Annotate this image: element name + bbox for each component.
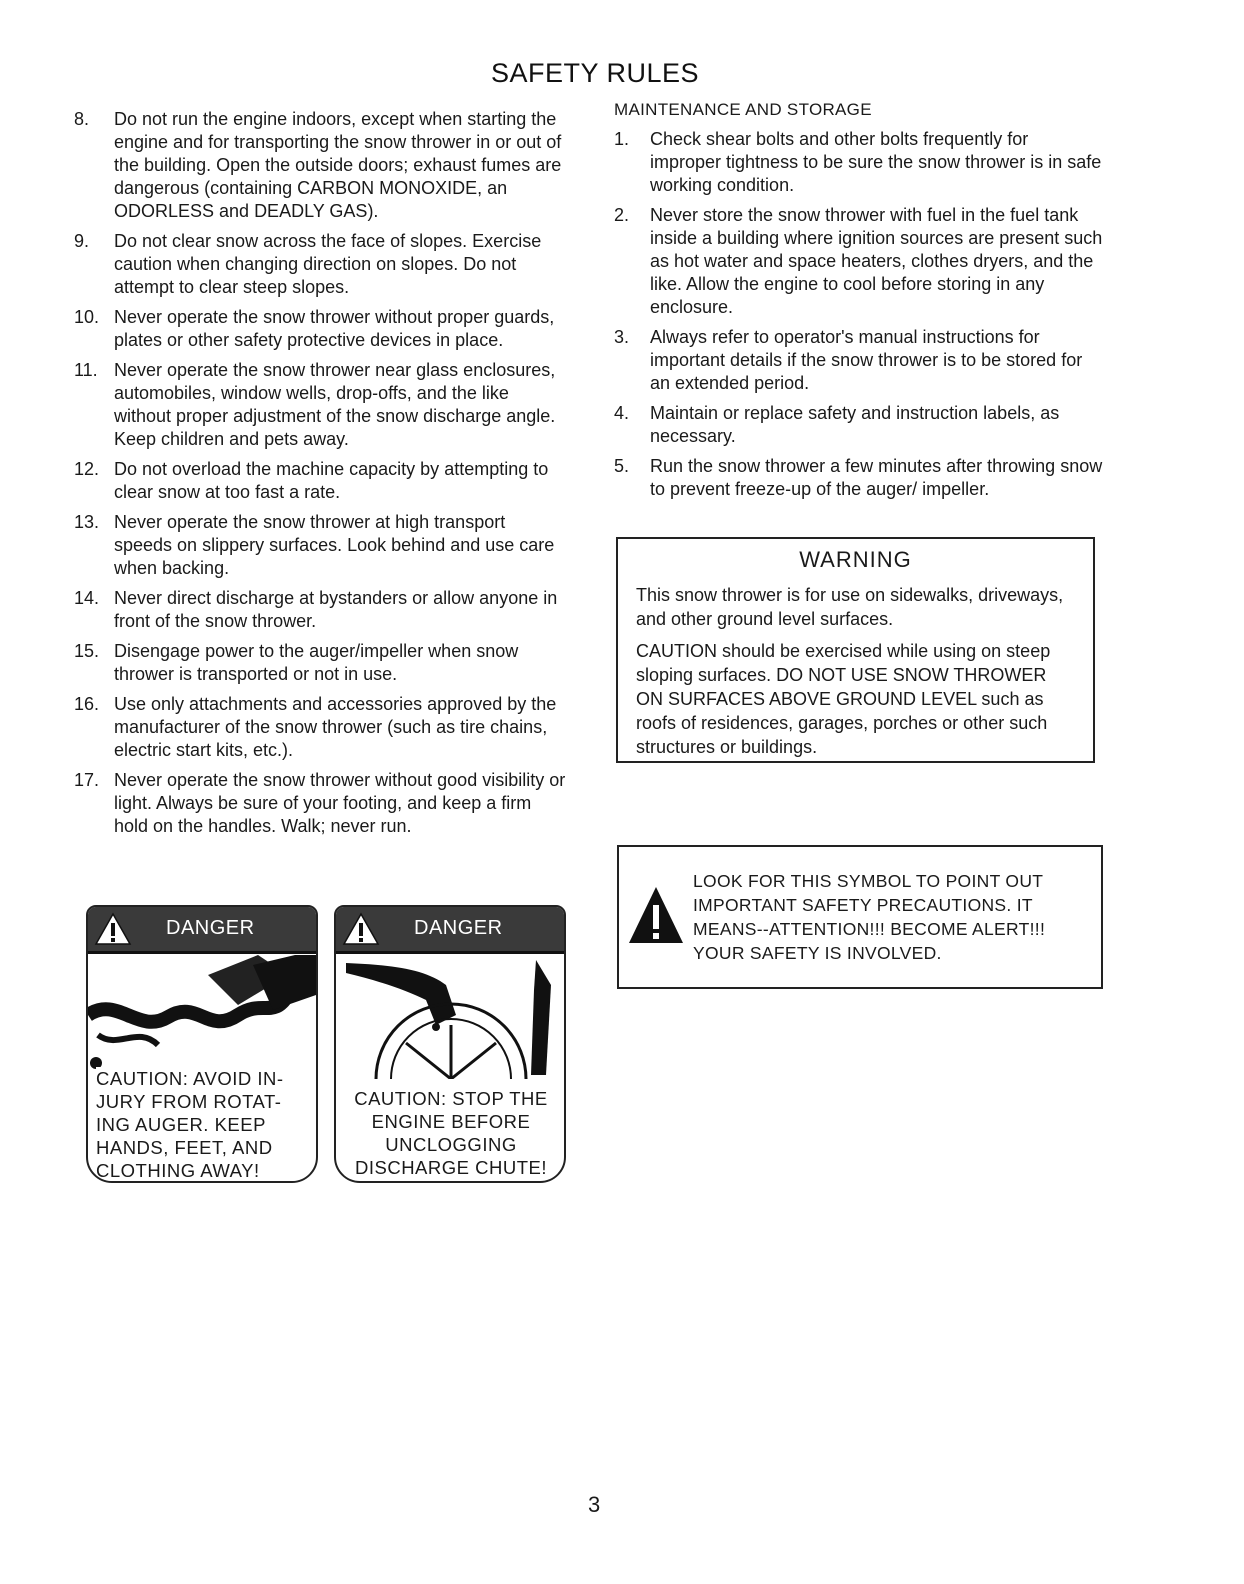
rule-number: 11. [74,360,98,380]
caption-line: DISCHARGE CHUTE! [355,1157,547,1178]
rule-number: 8. [74,109,90,129]
rule-number: 9. [74,231,90,251]
rule-text: Do not clear snow across the face of slopes. Exercise caution when changing direction on slopes. Do not attempt to clear steep slopes. [114,231,542,297]
rule-text: Never operate the snow thrower without good visibility or light. Always be sure of your footing, and keep a firm hold on the handles. Walk; never run. [114,770,566,836]
rule-number: 15. [74,641,100,661]
caption-line: CLOTHING AWAY! [96,1160,260,1181]
item-text: Always refer to operator's manual instructions for important details if the snow thrower is to be stored for an extended period. [650,327,1083,393]
auger-illustration [88,955,316,1079]
rule-text: Do not run the engine indoors, except when starting the engine and for transporting the snow thrower in or out of the building. Open the outside doors; exhaust fumes are dangerous (containing CARBON MONOXIDE, an ODORLESS and DEADLY GAS). [114,109,562,221]
rule-number: 17. [74,770,100,790]
warning-paragraph: This snow thrower is for use on sidewalks, driveways, and other ground level surfaces. [636,585,1064,629]
rule-text: Never operate the snow thrower near glass enclosures, automobiles, window wells, drop-offs, and the like without proper adjustment of the snow discharge angle. Keep children and pets away. [114,360,556,449]
rule-item [74,587,566,633]
rule-number: 14. [74,588,100,608]
danger-decal-auger [86,905,318,1183]
caption-line: JURY FROM ROTAT- [96,1091,282,1112]
safety-symbol-box [617,845,1103,989]
caption-line: UNCLOGGING [385,1134,517,1155]
warning-box [616,537,1095,763]
decal-header [336,907,564,954]
left-rules-list [74,108,566,845]
rule-number: 12. [74,459,100,479]
rule-number: 10. [74,307,100,327]
caption-line: ENGINE BEFORE [371,1111,531,1132]
rule-item [74,693,566,762]
safety-symbol-text: LOOK FOR THIS SYMBOL TO POINT OUT IMPORTANT SAFETY PRECAUTIONS. IT MEANS--ATTENTION!!! BECOME ALERT!!! YOUR SAFETY IS INVOLVED. [693,871,1046,963]
decal-caption [96,1067,310,1182]
danger-decal-chute [334,905,566,1183]
maintenance-heading: MAINTENANCE AND STORAGE [614,100,872,119]
rule-text: Never operate the snow thrower at high transport speeds on slippery surfaces. Look behind and use care when backing. [114,512,555,578]
rule-item [74,306,566,352]
caption-line: CAUTION: STOP THE [354,1088,548,1109]
rule-item [74,458,566,504]
maintenance-item [614,128,1104,197]
rule-text: Never operate the snow thrower without proper guards, plates or other safety protective devices in place. [114,307,555,350]
warning-triangle-icon [342,912,380,946]
rule-text: Use only attachments and accessories approved by the manufacturer of the snow thrower (such as tire chains, electric start kits, etc.). [114,694,557,760]
item-number: 5. [614,456,630,476]
page-title: SAFETY RULES [490,58,700,88]
rule-item [74,511,566,580]
maintenance-item [614,204,1104,319]
item-text: Never store the snow thrower with fuel in the fuel tank inside a building where ignition sources are present such as hot water and space heaters, clothes dryers, and the like. Allow the engine to cool before storing in any enclosure. [650,205,1103,317]
rule-number: 16. [74,694,100,714]
rule-item [74,108,566,223]
rule-text: Do not overload the machine capacity by attempting to clear snow at too fast a rate. [114,459,549,502]
rule-item [74,359,566,451]
maintenance-item [614,402,1104,448]
item-number: 4. [614,403,630,423]
warning-triangle-icon [94,912,132,946]
decal-header-label: DANGER [414,917,503,939]
decal-caption [344,1087,558,1179]
item-number: 2. [614,205,630,225]
maintenance-section [614,100,1104,508]
rule-item [74,640,566,686]
page-number: 3 [588,1492,601,1517]
warning-paragraph: CAUTION should be exercised while using on steep sloping surfaces. DO NOT USE SNOW THROWER ON SURFACES ABOVE GROUND LEVEL such as roofs of residences, garages, porches or other such structures or buildings. [636,641,1051,757]
decal-header [88,907,316,954]
rule-item [74,769,566,838]
item-number: 1. [614,129,630,149]
discharge-chute-illustration [336,955,564,1079]
caption-line: CAUTION: AVOID IN- [96,1068,284,1089]
caption-line: ING AUGER. KEEP [96,1114,266,1135]
rule-item [74,230,566,299]
maintenance-item [614,326,1104,395]
item-text: Run the snow thrower a few minutes after throwing snow to prevent freeze-up of the auger/ impeller. [650,456,1103,499]
warning-heading: WARNING [799,547,912,572]
caption-line: HANDS, FEET, AND [96,1137,273,1158]
item-text: Maintain or replace safety and instruction labels, as necessary. [650,403,1060,446]
decal-header-label: DANGER [166,917,255,939]
rule-text: Disengage power to the auger/impeller when snow thrower is transported or not in use. [114,641,519,684]
rule-text: Never direct discharge at bystanders or allow anyone in front of the snow thrower. [114,588,558,631]
item-text: Check shear bolts and other bolts frequently for improper tightness to be sure the snow thrower is in safe working condition. [650,129,1102,195]
rule-number: 13. [74,512,100,532]
warning-triangle-icon [627,885,685,945]
item-number: 3. [614,327,630,347]
maintenance-item [614,455,1104,501]
